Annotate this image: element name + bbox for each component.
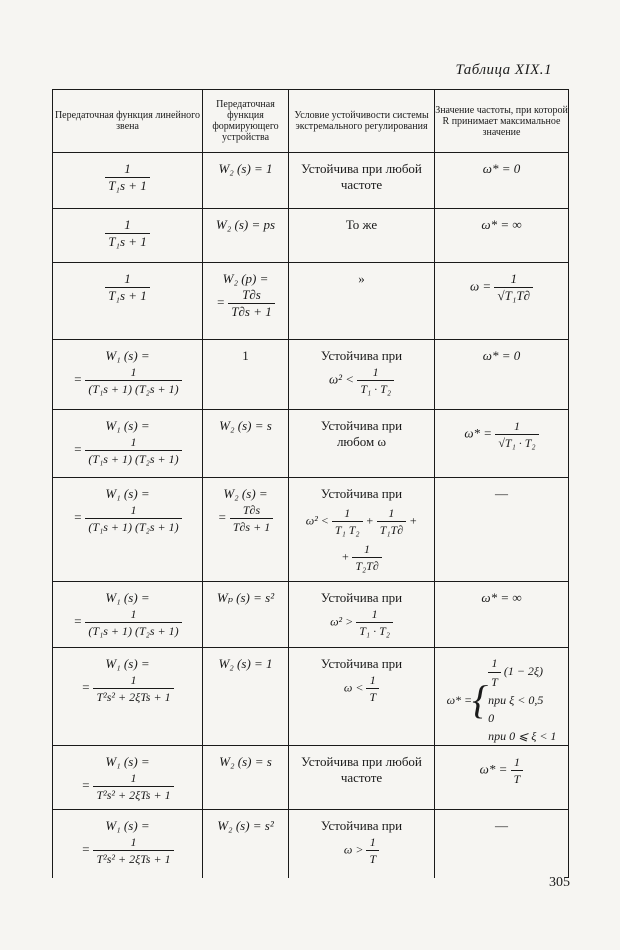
header-forming-transfer: Передаточная функция формирующего устройства: [203, 90, 289, 153]
linear-fraction: $\frac{1}{\text{T₁s + 1}}$: [105, 217, 150, 250]
frequency-value: —: [495, 486, 508, 501]
table-row: W₁ (s) = = $\frac{1}{\text{T²s² + 2ξTs + 1}}$ W₂ (s) = 1 Устойчива при ω < $\frac{1}{T}$ ω* = { $\frac{1}{T}$ (1 − 2ξ) при ξ < 0,5 0 при 0 ⩽ ξ < 1: [53, 648, 569, 746]
page-number: 305: [549, 875, 570, 890]
forming-fraction: $\frac{T\partial s}{T\partial s + 1}$: [230, 502, 273, 535]
forming-function: W₂ (s) = ps: [215, 217, 276, 232]
linear-fraction: $\frac{1}{\text{T₁s + 1}}$: [105, 271, 150, 304]
table-row: W₁ (s) = = $\frac{1}{\text{T²s² + 2ξTs + 1}}$ W₂ (s) = s Устойчива при любой частоте ω* = $\frac{1}{T}$: [53, 746, 569, 810]
forming-function: W₂ (s) = s: [219, 418, 272, 433]
table-row: $\frac{1}{\text{T₁s + 1}}$ W₂ (p) = = $\frac{T\partial s}{T\partial s + 1}$ » ω = $\frac{1}{\text{√T₁T∂}}$: [53, 263, 569, 340]
stability-condition: Устойчива при: [320, 348, 403, 363]
forming-function: W₂ (s) = 1: [218, 656, 273, 671]
stability-table: [52, 89, 569, 878]
table-caption: Таблица XIX.1: [455, 62, 552, 78]
forming-function: 1: [242, 348, 249, 363]
stability-fraction: $\frac{1}{\text{T₁ · T₂}}$: [357, 364, 394, 397]
table-row: W₁ (s) = = $\frac{1}{\text{(T₁s + 1) (T₂s + 1)}}$ 1 Устойчива при ω² < $\frac{1}{\text{T₁ · T₂}}$ ω* = 0: [53, 340, 569, 410]
stability-condition: Устойчива при любой частоте: [301, 161, 422, 192]
frequency-lhs: ω =: [470, 278, 492, 294]
linear-fraction: $\frac{1}{\text{T₁s + 1}}$: [105, 161, 150, 194]
table-row: W₁ (s) = = $\frac{1}{\text{T²s² + 2ξTs + 1}}$ W₂ (s) = s² Устойчива при ω > $\frac{1}{T}$ —: [53, 810, 569, 878]
stability-condition: То же: [345, 217, 378, 232]
forming-function: Wₚ (s) = s²: [216, 590, 275, 605]
stability-condition: Устойчива при любой частоте: [301, 754, 422, 785]
frequency-value: ω* = ∞: [481, 590, 522, 605]
linear-fraction: $\frac{1}{\text{T²s² + 2ξTs + 1}}$: [93, 770, 173, 803]
linear-fraction: $\frac{1}{\text{(T₁s + 1) (T₂s + 1)}}$: [85, 434, 181, 467]
linear-fraction: $\frac{1}{\text{(T₁s + 1) (T₂s + 1)}}$: [85, 502, 181, 535]
header-stability-condition: Условие устойчивости системы экстремального регулирования: [289, 90, 435, 153]
table-row: [53, 209, 569, 263]
table-header-row: [53, 90, 569, 153]
linear-function-lhs: W₁ (s) =: [105, 348, 150, 363]
linear-function-lhs: W₁ (s) =: [105, 418, 150, 433]
frequency-fraction: $\frac{1}{\text{√T₁ · T₂}}$: [495, 418, 538, 451]
table-row: W₁ (s) = = $\frac{1}{\text{(T₁s + 1) (T₂s + 1)}}$ W₂ (s) = s Устойчива при любом ω ω* = $\frac{1}{\text{√T₁ · T₂}}$: [53, 410, 569, 478]
header-frequency-value: Значение частоты, при которой R принимает максимальное значение: [435, 90, 569, 153]
table-row: W₁ (s) = = $\frac{1}{\text{(T₁s + 1) (T₂s + 1)}}$ W₂ (s) = = $\frac{T\partial s}{T\partial s + 1}$ Устойчива при ω² < $\frac{1}{\text{T₁ T₂}}$ + $\frac{1}{\text{T₁T∂}}$ + + $\frac{1}{\text{T₂T∂}}$ —: [53, 478, 569, 582]
frequency-value: ω* = 0: [482, 161, 521, 176]
forming-function-lhs: W₂ (p) =: [222, 271, 269, 286]
stability-condition: Устойчива при любом ω: [320, 418, 403, 449]
frequency-value: —: [495, 818, 508, 833]
frequency-value: ω* = ∞: [481, 217, 522, 232]
frequency-fraction: $\frac{1}{\text{√T₁T∂}}$: [494, 271, 533, 304]
linear-fraction: $\frac{1}{\text{(T₁s + 1) (T₂s + 1)}}$: [85, 364, 181, 397]
stability-condition: Устойчива при: [320, 590, 403, 605]
stability-condition: »: [358, 271, 365, 286]
table-row: [53, 153, 569, 209]
forming-function: W₂ (s) = 1: [218, 161, 273, 176]
stability-condition: Устойчива при: [320, 818, 403, 833]
frequency-value: ω* = 0: [482, 348, 521, 363]
stability-condition: Устойчива при: [320, 486, 403, 501]
header-linear-transfer: Передаточная функция линейного звена: [53, 90, 203, 153]
table-row: W₁ (s) = = $\frac{1}{\text{(T₁s + 1) (T₂s + 1)}}$ Wₚ (s) = s² Устойчива при ω² > $\frac{1}{\text{T₁ · T₂}}$ ω* = ∞: [53, 582, 569, 648]
forming-function: W₂ (s) = s²: [217, 818, 274, 833]
forming-function: W₂ (s) = s: [219, 754, 272, 769]
brace-icon: {: [472, 676, 489, 722]
linear-function-lhs: W₁ (s) =: [105, 486, 150, 501]
frequency-piecewise: ω* = { $\frac{1}{T}$ (1 − 2ξ) при ξ < 0,5 0 при 0 ⩽ ξ < 1: [446, 656, 557, 743]
forming-fraction: $\frac{T\partial s}{T\partial s + 1}$: [228, 287, 275, 320]
linear-fraction: $\frac{1}{\text{(T₁s + 1) (T₂s + 1)}}$: [85, 606, 181, 639]
linear-fraction: $\frac{1}{\text{T²s² + 2ξTs + 1}}$: [93, 834, 173, 867]
linear-fraction: $\frac{1}{\text{T²s² + 2ξTs + 1}}$: [93, 672, 173, 705]
stability-condition: Устойчива при: [320, 656, 403, 671]
frequency-fraction: $\frac{1}{T}$: [511, 754, 524, 787]
